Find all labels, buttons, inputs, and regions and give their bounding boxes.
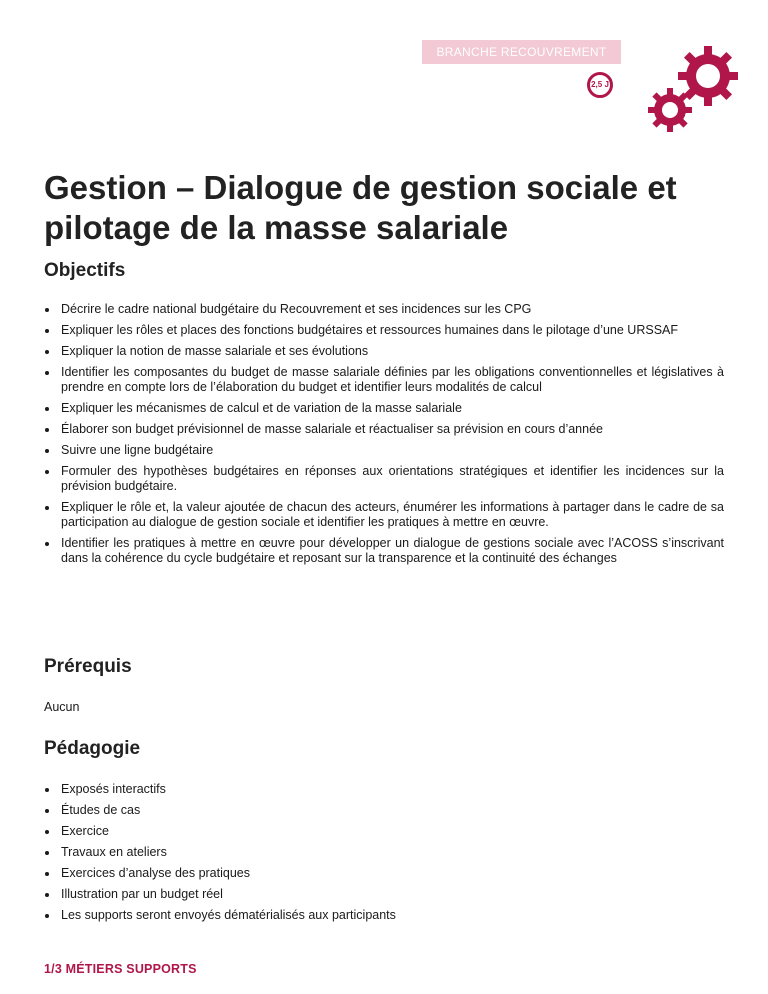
list-item: Identifier les pratiques à mettre en œuvre pour développer un dialogue de gestions sociale avec l’ACOSS s’inscrivant dans la cohérence du cycle budgétaire et reposant sur la transparence et la continuité des échanges bbox=[44, 536, 724, 566]
list-item: Exercice bbox=[44, 824, 724, 839]
list-item: Expliquer le rôle et, la valeur ajoutée de chacun des acteurs, énumérer les informations à partager dans le cadre de sa participation au dialogue de gestion sociale et identifier les pratiques à mettre en œuvre. bbox=[44, 500, 724, 530]
list-item: Expliquer les mécanismes de calcul et de variation de la masse salariale bbox=[44, 401, 724, 416]
list-item: Les supports seront envoyés dématérialisés aux participants bbox=[44, 908, 724, 923]
list-item: Expliquer la notion de masse salariale et ses évolutions bbox=[44, 344, 724, 359]
gears-icon bbox=[630, 44, 750, 144]
footer-label: 1/3 MÉTIERS SUPPORTS bbox=[44, 962, 197, 976]
list-item: Exposés interactifs bbox=[44, 782, 724, 797]
list-item: Identifier les composantes du budget de masse salariale définies par les obligations conventionnelles et législatives à prendre en compte lors de l’élaboration du budget et identifier leurs modalités de calcul bbox=[44, 365, 724, 395]
list-item: Exercices d’analyse des pratiques bbox=[44, 866, 724, 881]
pedagogie-list bbox=[44, 782, 724, 929]
objectifs-heading: Objectifs bbox=[44, 260, 126, 281]
list-item: Illustration par un budget réel bbox=[44, 887, 724, 902]
objectifs-list bbox=[44, 302, 724, 572]
list-item: Expliquer les rôles et places des fonctions budgétaires et ressources humaines dans le pilotage d’une URSSAF bbox=[44, 323, 724, 338]
prerequis-heading: Prérequis bbox=[44, 656, 132, 677]
duration-badge: 2,5 J bbox=[587, 72, 613, 98]
branch-tag: BRANCHE RECOUVREMENT bbox=[422, 40, 621, 64]
list-item: Formuler des hypothèses budgétaires en réponses aux orientations stratégiques et identifier les incidences sur la prévision budgétaire. bbox=[44, 464, 724, 494]
prerequis-text: Aucun bbox=[44, 700, 80, 714]
list-item: Élaborer son budget prévisionnel de masse salariale et réactualiser sa prévision en cours d’année bbox=[44, 422, 724, 437]
list-item: Travaux en ateliers bbox=[44, 845, 724, 860]
list-item: Décrire le cadre national budgétaire du Recouvrement et ses incidences sur les CPG bbox=[44, 302, 724, 317]
pedagogie-heading: Pédagogie bbox=[44, 738, 141, 759]
list-item: Études de cas bbox=[44, 803, 724, 818]
list-item: Suivre une ligne budgétaire bbox=[44, 443, 724, 458]
page-title: Gestion – Dialogue de gestion sociale et pilotage de la masse salariale bbox=[44, 169, 677, 246]
